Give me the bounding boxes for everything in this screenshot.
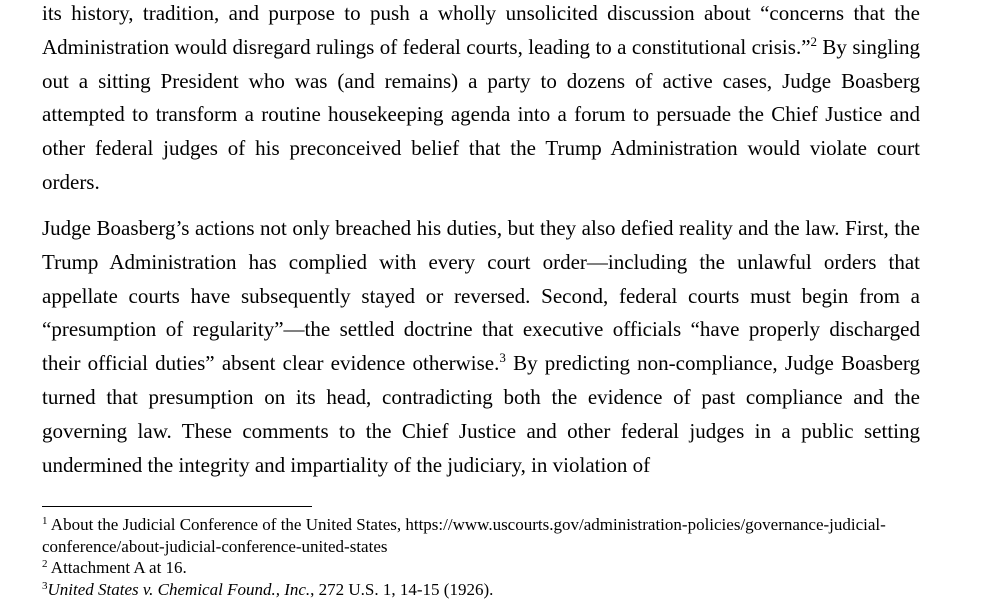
footnote-number: 3: [42, 579, 48, 592]
footnote-number: 2: [42, 558, 48, 570]
footnote-reference[interactable]: 3: [499, 350, 506, 366]
body-paragraph: [42, 212, 920, 482]
case-citation: United States v. Chemical Found., Inc.: [47, 579, 311, 599]
paragraph-text: Judge Boasberg’s actions not only breached his duties, but they also defied reality and the law. First, the Trump Administration has complied with every court order—including the unlawful orders that appellate courts have subsequently stayed or reversed. Second, federal courts must begin from a “presumption of regularity”—the settled doctrine that executive officials “have properly discharged their official duties” absent clear evidence otherwise.: [42, 216, 920, 376]
footnote-text: , 272 U.S. 1, 14-15 (1926).: [310, 579, 494, 599]
footnote-1: [42, 514, 922, 557]
paragraph-text: By predicting non-compliance, Judge Boasberg turned that presumption on its head, contradicting both the evidence of past compliance and the governing law. These comments to the Chief Justice and other federal judges in a public setting undermined the integrity and impartiality of the judiciary, in violation of: [42, 351, 921, 477]
footnote-3: [42, 579, 922, 601]
footnote-separator: [42, 506, 312, 507]
footnote-2: [42, 557, 922, 579]
footnote-text: Attachment A at 16.: [47, 558, 187, 577]
paragraph-text: By singling out a sitting President who was (and remains) a party to dozens of active cases, Judge Boasberg attempted to transform a routine housekeeping agenda into a forum to persuade the Chief Justice and other federal judges of his preconceived belief that the Trump Administration would violate court orders.: [42, 34, 920, 194]
footnote-text: About the Judicial Conference of the United States, https://www.uscourts.gov/administration-policies/governance-judicial-conference/about-judicial-conference-united-states: [42, 515, 886, 556]
paragraph-text: its history, tradition, and purpose to push a wholly unsolicited discussion about “concerns that the Administration would disregard rulings of federal courts, leading to a constitutional crisis.”: [42, 1, 920, 59]
footnote-number: 1: [42, 515, 48, 527]
body-paragraph: [42, 0, 920, 200]
footnote-reference[interactable]: 2: [810, 33, 818, 49]
footnotes-section: [42, 514, 922, 600]
